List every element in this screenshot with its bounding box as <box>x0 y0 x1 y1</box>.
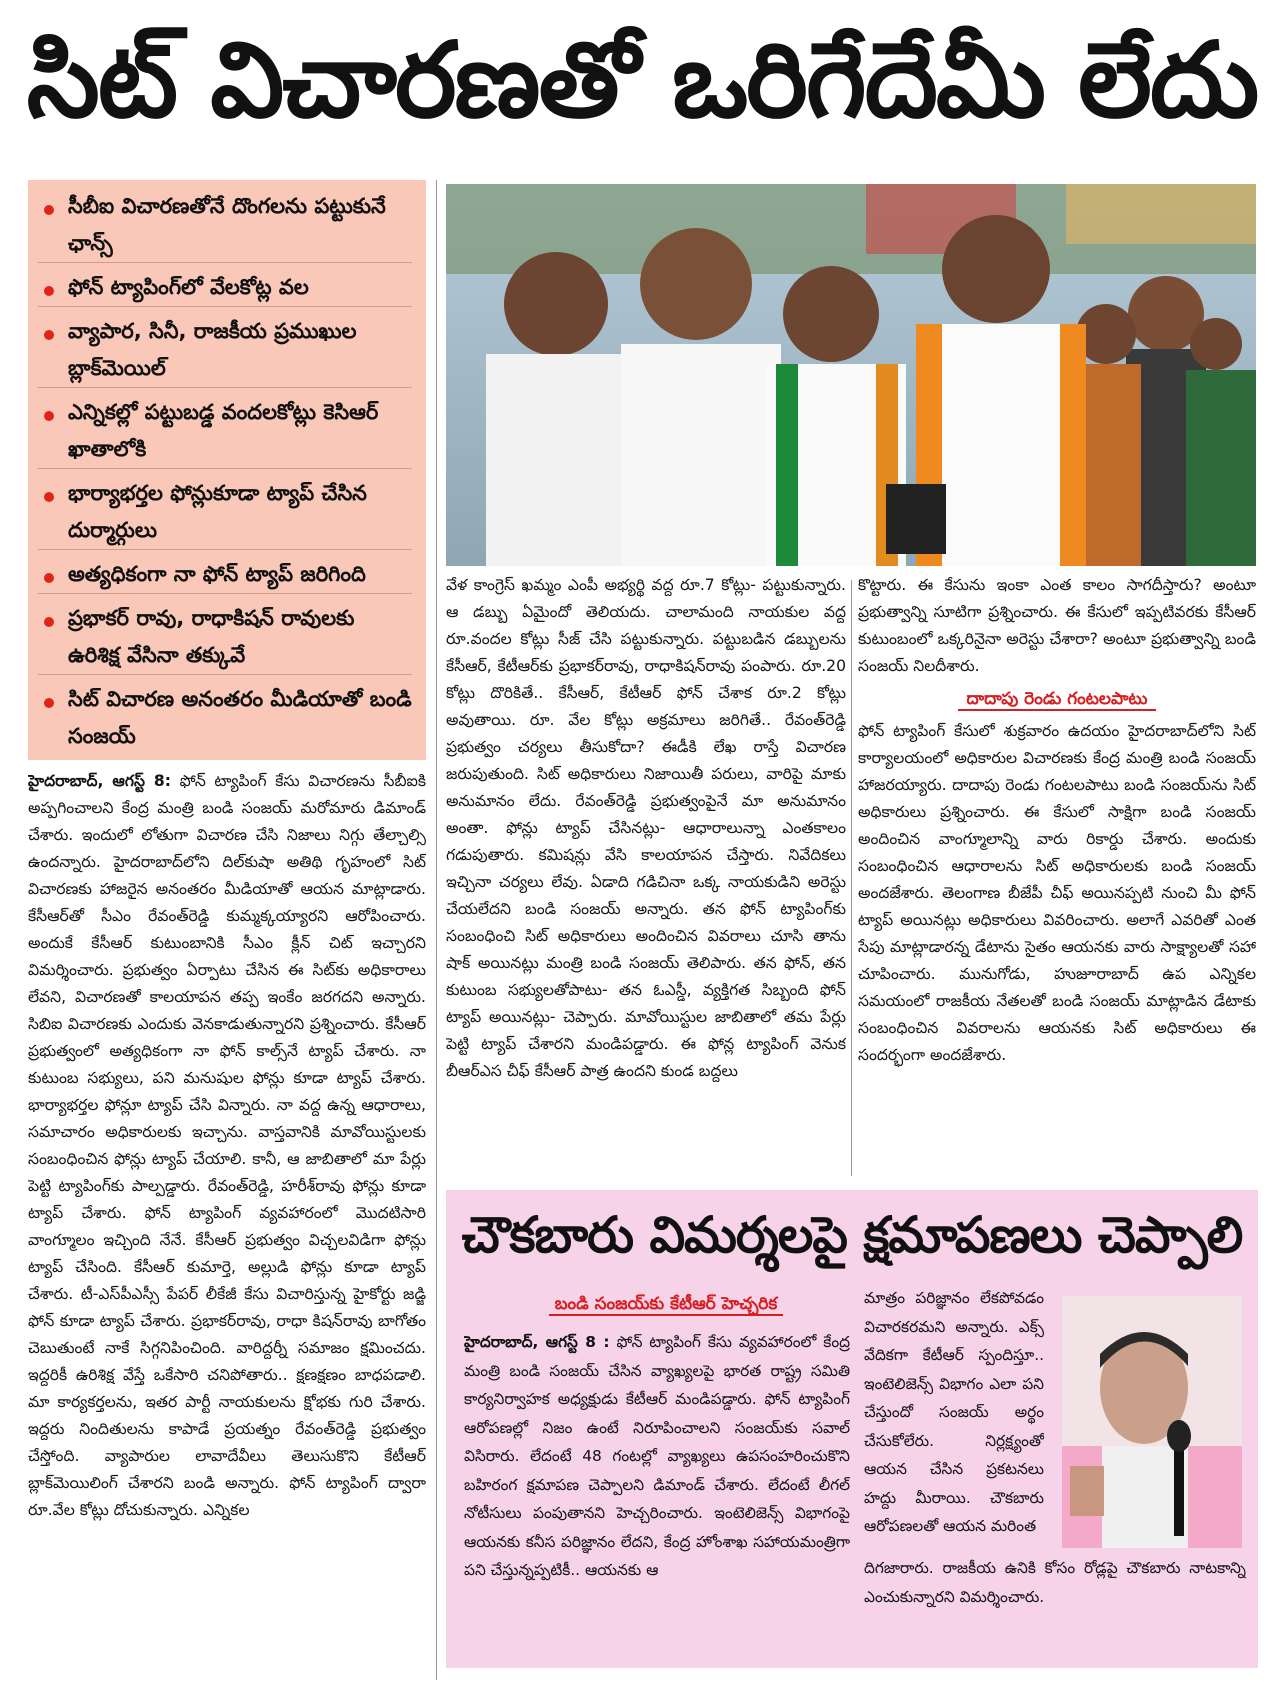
bullet-icon <box>44 573 54 583</box>
article-text: వేళ కాంగ్రెస్ ఖమ్మం ఎంపీ అభ్యర్థి వద్ద రూ.7 కోట్లు- పట్టుకున్నారు. ఆ డబ్బు ఏమైందో తెలియదు. చాలామంది నాయకుల వద్ద రూ.వందల కోట్లు సీజ్ చేసి పట్టుకున్నారు. పట్టుబడిన డబ్బులను కేసీఆర్, కేటీఆర్‌కు ప్రభాకర్‌రావు, రాధాకిషన్‌రావు పంపారు. రూ.20 కోట్లు దొరికితే.. కేసీఆర్, కేటీఆర్ ఫోన్ చేశాక రూ.2 కోట్లు అవుతాయి. రూ. వేల కోట్లు అక్రమాలు జరిగితే.. రేవంత్‌రెడ్డి ప్రభుత్వం చర్యలు తీసుకోదా? ఈడీకి లేఖ రాస్తే విచారణ జరుపుతుంది. సిట్ అధికారులు నిజాయితీ పరులు, వారిపై మాకు అనుమానం లేదు. రేవంత్‌రెడ్డి ప్రభుత్వంపైనే మా అనుమానం అంతా. ఫోన్లు ట్యాప్ చేసినట్లు- ఆధారాలున్నా ఎంతకాలం గడుపుతారు. కమిషన్లు వేసి కాలయాపన చేస్తారు. నివేదికలు ఇచ్చినా చర్యలు లేవు. ఏడాది గడిచినా ఒక్క నాయకుడిని అరెస్టు చేయలేదని బండి సంజయ్ అన్నారు. తన ఫోన్ ట్యాపింగ్‌కు సంబంధించి సిట్ అధికారులు అందించిన వివరాలు చూసి తాను షాక్ అయినట్లు మంత్రి బండి సంజయ్ తెలిపారు. తన ఫోన్, తన కుటుంబ సభ్యులతోపాటు- తన ఓఎస్డీ, వ్యక్తిగత సిబ్బంది ఫోన్ ట్యాప్ అయినట్లు- చెప్పారు. మావోయిస్టుల జాబితాలో తమ పేర్లు పెట్టి ట్యాప్ చేశారని మండిపడ్డారు. ఈ ఫోన్ల ట్యాపింగ్ వెనుక బీఆర్ఎస చీఫ్ కేసీఆర్ పాత్ర ఉందని కుండ బద్దలు <box>446 576 846 1080</box>
page-headline: సిట్ విచారణతో ఒరిగేదేమీ లేదు <box>26 19 1258 141</box>
photo-press-meet <box>446 184 1256 566</box>
secondary-subheading: బండి సంజయ్‌కు కేటీఆర్ హెచ్చరిక <box>466 1290 866 1318</box>
photo-speaker <box>1062 1296 1242 1548</box>
bullet-icon <box>44 205 54 215</box>
bullet-icon <box>44 492 54 502</box>
news-photo <box>446 184 1256 566</box>
secondary-column-1 <box>464 1328 850 1658</box>
article-column-1 <box>28 768 426 1683</box>
bullet-icon <box>44 330 54 340</box>
bullet-icon <box>44 698 54 708</box>
secondary-dateline: హైదరాబాద్, ఆగస్ట్ 8 : <box>464 1333 610 1351</box>
secondary-headline: చౌకబారు విమర్శలపై క్షమాపణలు చెప్పాలి <box>461 1205 1243 1264</box>
highlights-list <box>38 188 412 755</box>
secondary-column-2-end <box>864 1554 1246 1658</box>
bullet-icon <box>44 411 54 421</box>
highlight-item: ప్రభాకర్ రావు, రాధాకిషన్ రావులకు ఉరిశిక్ష వేసినా తక్కువే <box>38 600 412 675</box>
secondary-text: దిగజారారు. రాజకీయ ఉనికి కోసం రోడ్లపై చౌకబారు నాటకాన్ని ఎంచుకున్నారని విమర్శించారు. <box>864 1559 1246 1606</box>
article-column-3 <box>858 572 1256 1178</box>
bullet-icon <box>44 286 54 296</box>
column-divider <box>851 580 852 1176</box>
article-text: ఫోన్ ట్యాపింగ్ కేసులో శుక్రవారం ఉదయం హైదరాబాద్‌లోని సిట్ కార్యాలయంలో అధికారుల విచారణకు కేంద్ర మంత్రి బండి సంజయ్ హాజరయ్యారు. దాదాపు రెండు గంటలపాటు బండి సంజయ్‌ను సిట్ అధికారులు ప్రశ్నించారు. ఈ కేసులో సాక్షిగా బండి సంజయ్ అందించిన వాంగ్మూలాన్ని వారు రికార్డు చేశారు. అందుకు సంబంధించిన ఆధారాలను సిట్ అధికారులకు బండి సంజయ్ అందజేశారు. తెలంగాణ బీజేపీ చీఫ్ అయినప్పటి నుంచి మీ ఫోన్ ట్యాప్ అయినట్లు అధికారులు వివరించారు. అలాగే ఎవరితో ఎంత సేపు మాట్లాడారన్న డేటాను సైతం ఆయనకు వారు సాక్ష్యాలతో సహా చూపించారు. మునుగోడు, హుజూరాబాద్ ఉప ఎన్నికల సమయంలో రాజకీయ నేతలతో బండి సంజయ్ మాట్లాడిన డేటాకు సంబంధించిన వివరాలను ఆయనకు సిట్ అధికారులు ఈ సందర్భంగా అందజేశారు. <box>858 722 1256 1064</box>
ktr-photo <box>1062 1296 1242 1548</box>
article-dateline: హైదరాబాద్, ఆగస్ట్ 8: <box>28 772 171 790</box>
bullet-icon <box>44 617 54 627</box>
highlight-item: అత్యధికంగా నా ఫోన్ ట్యాప్ జరిగింది <box>38 556 412 594</box>
secondary-text: ఫోన్ ట్యాపింగ్ కేసు వ్యవహారంలో కేంద్ర మంత్రి బండి సంజయ్ చేసిన వ్యాఖ్యలపై భారత రాష్ట్ర సమితి కార్యనిర్వాహక అధ్యక్షుడు కేటీఆర్ మండిపడ్డారు. ఫోన్ ట్యాపింగ్ ఆరోపణల్లో నిజం ఉంటే నిరూపించాలని సంజయ్‌కు సవాల్ విసిరారు. లేదంటే 48 గంటల్లో వ్యాఖ్యలు ఉపసంహరించుకొని బహిరంగ క్షమాపణ చెప్పాలని డిమాండ్ చేశారు. లేదంటే లీగల్ నోటీసులు పంపుతానని హెచ్చరించారు. ఇంటెలిజెన్స్ విభాగంపై ఆయనకు కనీస పరిజ్ఞానం లేదని, కేంద్ర హోంశాఖ సహాయమంత్రిగా పని చేస్తున్నప్పటికీ.. ఆయనకు ఆ <box>464 1333 850 1579</box>
highlight-item: భార్యాభర్తల ఫోన్లుకూడా ట్యాప్ చేసిన దుర్మార్గులు <box>38 475 412 550</box>
highlight-item: ఫోన్ ట్యాపింగ్‌లో వేలకోట్ల వల <box>38 269 412 307</box>
article-column-2 <box>446 572 846 1176</box>
highlight-item: సీబీఐ విచారణతోనే దొంగలను పట్టుకునే ఛాన్స్ <box>38 188 412 263</box>
secondary-article-box <box>446 1190 1258 1668</box>
article-text: కొట్టారు. ఈ కేసును ఇంకా ఎంత కాలం సాగదీస్తారు? అంటూ ప్రభుత్వాన్ని సూటిగా ప్రశ్నించారు. ఈ కేసులో ఇప్పటివరకు కేసీఆర్ కుటుంబంలో ఒక్కరినైనా అరెస్టు చేశారా? అంటూ ప్రభుత్వాన్ని బండి సంజయ్ నిలదీశారు. <box>858 576 1256 675</box>
article-text: ఫోన్ ట్యాపింగ్ కేసు విచారణను సీబీఐకి అప్పగించాలని కేంద్ర మంత్రి బండి సంజయ్ మరోమారు డిమాండ్ చేశారు. ఇందులో లోతుగా విచారణ చేసి నిజాలు నిగ్గు తేల్చాల్సి ఉందన్నారు. హైదరాబాద్‌లోని దిల్‌కుషా అతిథి గృహంలో సిట్ విచారణకు హాజరైన అనంతరం మీడియాతో ఆయన మాట్లాడారు. కేసీఆర్‌తో సీఎం రేవంత్‌రెడ్డి కుమ్మక్కయ్యారని ఆరోపించారు. అందుకే కేసీఆర్ కుటుంబానికి సీఎం క్లీన్ చిట్ ఇచ్చారని విమర్శించారు. ప్రభుత్వం ఏర్పాటు చేసిన ఈ సిట్‌కు అధికారాలు లేవని, విచారణతో కాలయాపన తప్ప ఇంకేం జరగదని అన్నారు. సిబిఐ విచారణకు ఎందుకు వెనకాడుతున్నారని ప్రశ్నించారు. కేసీఆర్ ప్రభుత్వంలో అత్యధికంగా నా ఫోన్ కాల్స్‌నే ట్యాప్ చేశారు. నా కుటుంబ సభ్యులు, పని మనుషుల ఫోన్లు కూడా ట్యాప్ చేశారు. భార్యాభర్తల ఫోన్లూ ట్యాప్ చేసి విన్నారు. నా వద్ద ఉన్న ఆధారాలు, సమాచారం అధికారులకు ఇచ్చాను. వాస్తవానికి మావోయిస్టులకు సంబంధించిన ఫోన్లు ట్యాప్ చేయాలి. కానీ, ఆ జాబితాలో మా పేర్లు పెట్టి ట్యాపింగ్‌కు పాల్పడ్డారు. రేవంత్‌రెడ్డి, హరీశ్‌రావు ఫోన్లు కూడా ట్యాప్ చేశారు. ఫోన్ ట్యాపింగ్ వ్యవహారంలో మొదటిసారి వాంగ్మూలం ఇచ్చింది నేనే. కేసీఆర్ ప్రభుత్వం విచ్చలవిడిగా ఫోన్లు ట్యాప్ చేసింది. కేసీఆర్ కుమార్తె, అల్లుడి ఫోన్లు కూడా ట్యాప్ చేశారు. టీ-ఎస్‌పీఎస్సీ పేపర్ లీకేజీ కేసు విచారిస్తున్న హైకోర్టు జడ్జి ఫోన్ కూడా ట్యాప్ చేశారు. ప్రభాకర్‌రావు, రాధా కిషన్‌రావు బాగోతం చెబుతుంటే నాకే సిగ్గనిపించింది. వారిద్దర్నీ సమాజం క్షమించదు. ఇద్దరికీ ఉరిశిక్ష వేస్తే ఒకేసారి చనిపోతారు.. క్షణక్షణం బాధపడాలి. మా కార్యకర్తలను, ఇతర పార్టీ నాయకులను క్షోభకు గురి చేశారు. ఇద్దరు నిందితులను కాపాడే ప్రయత్నం రేవంత్‌రెడ్డి ప్రభుత్వం చేస్తోంది. వ్యాపారుల లావాదేవీలు తెలుసుకొని కేటీఆర్ బ్లాక్‌మెయిలింగ్ చేశారని బండి అన్నారు. ఫోన్ ట్యాపింగ్ ద్వారా రూ.వేల కోట్లు దోచుకున్నారు. ఎన్నికల <box>28 772 426 1519</box>
highlight-item: ఎన్నికల్లో పట్టుబడ్డ వందలకోట్లు కెసిఆర్ ఖాతాలోకి <box>38 394 412 469</box>
secondary-text: మాత్రం పరిజ్ఞానం లేకపోవడం విచారకరమని అన్నారు. ఎక్స్ వేదికగా కేటీఆర్ స్పందిస్తూ.. ఇంటెలిజెన్స్ విభాగం ఎలా పని చేస్తుందో సంజయ్ అర్థం చేసుకోలేరు. నిర్లక్ష్యంతో ఆయన చేసిన ప్రకటనలు హద్దు మీరాయి. చౌకబారు ఆరోపణలతో ఆయన మరింత <box>864 1289 1044 1535</box>
highlights-box <box>28 180 426 760</box>
column-divider <box>436 180 437 1680</box>
article-subheading: దాదాపు రెండు గంటలపాటు <box>858 684 1256 714</box>
highlight-item: సిట్ విచారణ అనంతరం మీడియాతో బండి సంజయ్ <box>38 681 412 755</box>
highlight-item: వ్యాపార, సినీ, రాజకీయ ప్రముఖుల బ్లాక్‌మెయిల్ <box>38 313 412 388</box>
